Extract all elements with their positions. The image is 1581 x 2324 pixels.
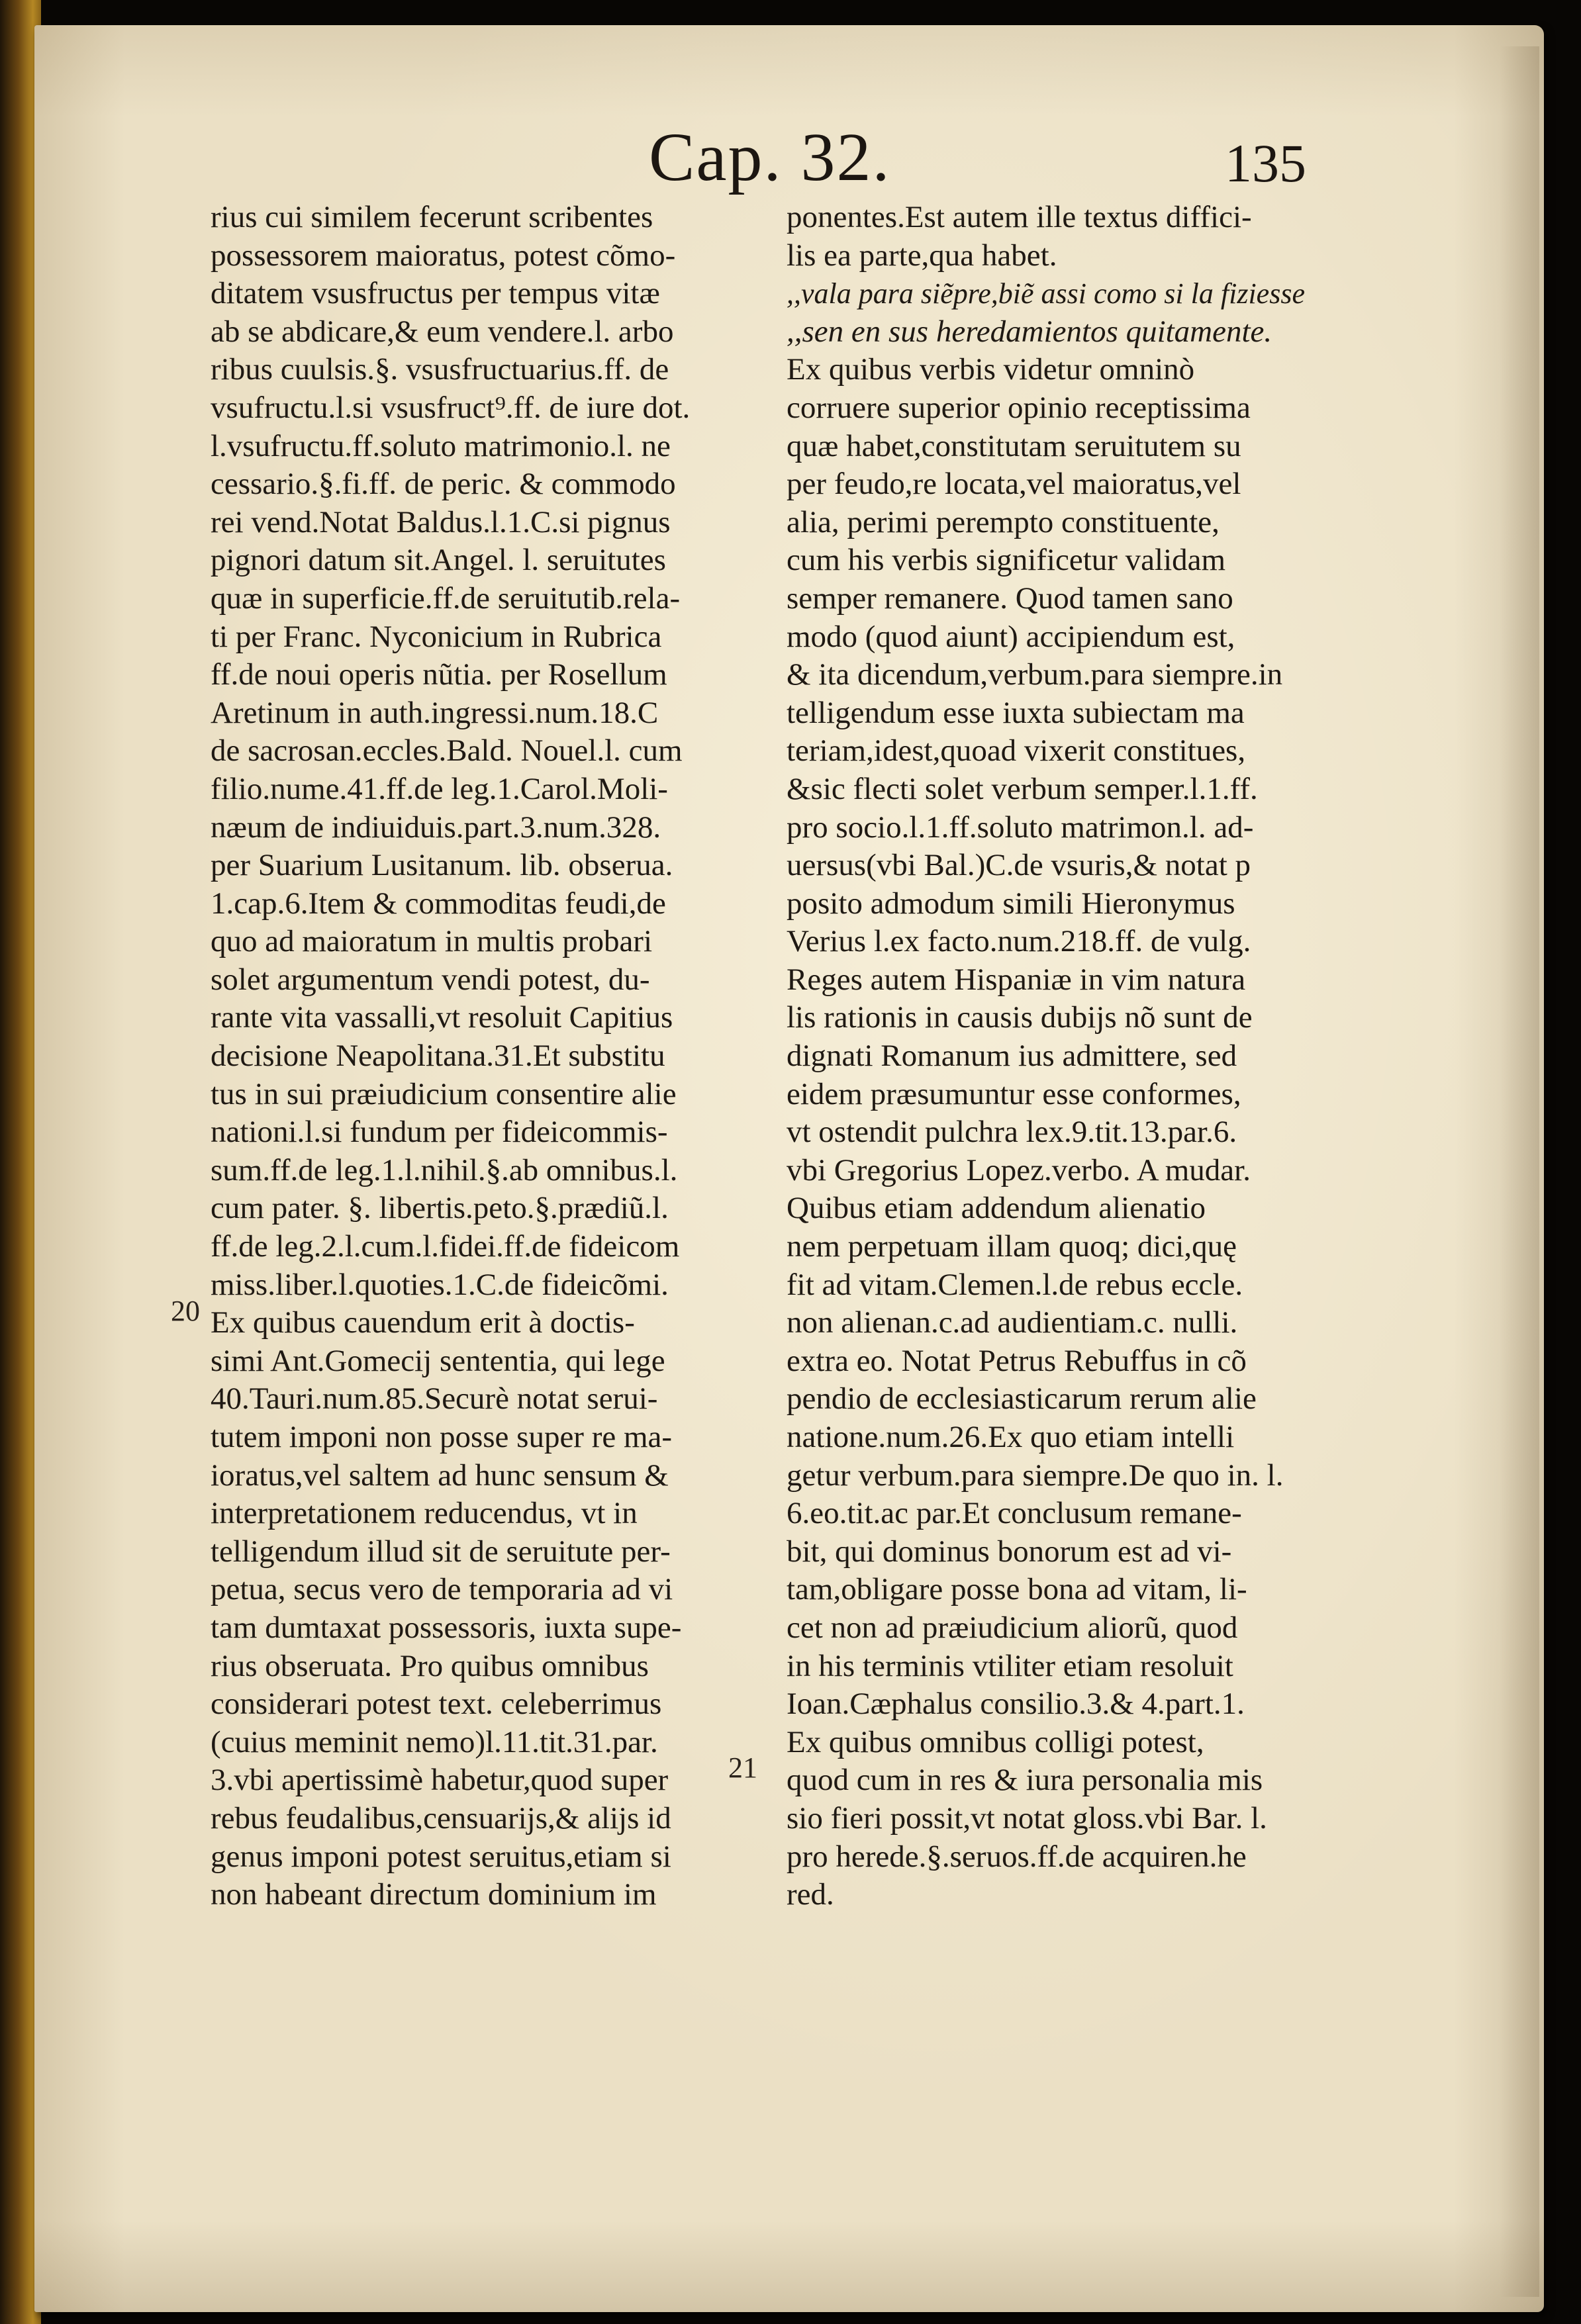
chapter-heading: Cap. 32. xyxy=(649,119,891,195)
text-line: cet non ad præiudicium aliorũ, quod xyxy=(787,1610,1238,1645)
text-line: considerari potest text. celeberrimus xyxy=(211,1687,662,1722)
text-line: nationi.l.si fundum per fideicommis- xyxy=(211,1115,668,1150)
text-line: simi Ant.Gomecij sententia, qui lege xyxy=(211,1343,665,1378)
text-line: decisione Neapolitana.31.Et substitu xyxy=(211,1039,665,1074)
text-line: telligendum esse iuxta subiectam ma xyxy=(787,695,1245,730)
text-line: eidem præsumuntur esse conformes, xyxy=(787,1076,1241,1111)
text-line: Reges autem Hispaniæ in vim natura xyxy=(787,962,1246,997)
page-edge xyxy=(1500,46,1539,2297)
text-line: bit, qui dominus bonorum est ad vi- xyxy=(787,1534,1232,1569)
text-line: non habeant directum dominium im xyxy=(211,1877,657,1912)
right-text-column xyxy=(787,199,1316,1914)
text-line: pignori datum sit.Angel. l. seruitutes xyxy=(211,543,666,578)
page-number: 135 xyxy=(1225,133,1306,193)
text-line: rius cui similem fecerunt scribentes xyxy=(211,200,653,234)
text-line: alia, perimi perempto constituente, xyxy=(787,504,1220,539)
text-line: 1.cap.6.Item & commoditas feudi,de xyxy=(211,886,666,921)
text-line: Quibus etiam addendum alienatio xyxy=(787,1191,1206,1226)
text-line: corruere superior opinio receptissima xyxy=(787,390,1251,425)
margin-number-right: 21 xyxy=(728,1751,757,1784)
text-line: filio.nume.41.ff.de leg.1.Carol.Moli- xyxy=(211,771,668,806)
text-line: ff.de noui operis nũtia. per Rosellum xyxy=(211,657,667,692)
text-line: l.vsufructu.ff.soluto matrimonio.l. ne xyxy=(211,428,671,463)
text-line: natione.num.26.Ex quo etiam intelli xyxy=(787,1420,1235,1454)
left-text-column xyxy=(211,199,734,1914)
text-line: vbi Gregorius Lopez.verbo. A mudar. xyxy=(787,1152,1251,1187)
text-line: 3.vbi apertissimè habetur,quod super xyxy=(211,1763,669,1798)
text-line: extra eo. Notat Petrus Rebuffus in cõ xyxy=(787,1343,1247,1378)
text-line: telligendum illud sit de seruitute per- xyxy=(211,1534,671,1569)
margin-number-left: 20 xyxy=(171,1295,200,1327)
text-line: in his terminis vtiliter etiam resoluit xyxy=(787,1648,1233,1683)
text-line: petua, secus vero de temporaria ad vi xyxy=(211,1572,673,1607)
text-line: posito admodum simili Hieronymus xyxy=(787,886,1235,921)
text-line: pro socio.l.1.ff.soluto matrimon.l. ad- xyxy=(787,810,1254,845)
text-line: per feudo,re locata,vel maioratus,vel xyxy=(787,467,1241,502)
text-line: ditatem vsusfructus per tempus vitæ xyxy=(211,276,660,311)
text-line: sum.ff.de leg.1.l.nihil.§.ab omnibus.l. xyxy=(211,1152,678,1187)
text-line: quod cum in res & iura personalia mis xyxy=(787,1763,1263,1798)
text-line: tam,obligare posse bona ad vitam, li- xyxy=(787,1572,1247,1607)
text-line: 40.Tauri.num.85.Securè notat serui- xyxy=(211,1381,658,1417)
text-line: Aretinum in auth.ingressi.num.18.C xyxy=(211,695,659,730)
text-line: ribus cuulsis.§. vsusfructuarius.ff. de xyxy=(211,352,669,387)
text-line: rius obseruata. Pro quibus omnibus xyxy=(211,1648,649,1683)
text-line: ,,sen en sus heredamientos quitamente. xyxy=(787,314,1272,349)
text-line: interpretationem reducendus, vt in xyxy=(211,1496,638,1531)
text-line: vt ostendit pulchra lex.9.tit.13.par.6. xyxy=(787,1115,1237,1150)
text-line: ioratus,vel saltem ad hunc sensum & xyxy=(211,1458,669,1493)
text-line: teriam,idest,quoad vixerit constitues, xyxy=(787,733,1246,768)
text-line: getur verbum.para siempre.De quo in. l. xyxy=(787,1458,1284,1493)
text-line: modo (quod aiunt) accipiendum est, xyxy=(787,619,1235,654)
text-line: &sic flecti solet verbum semper.l.1.ff. xyxy=(787,771,1258,806)
text-line: cum his verbis significetur validam xyxy=(787,543,1226,578)
text-line: ponentes.Est autem ille textus diffici- xyxy=(787,200,1252,234)
text-line: non alienan.c.ad audientiam.c. nulli. xyxy=(787,1305,1238,1340)
text-line: vsufructu.l.si vsusfruct⁹.ff. de iure dot. xyxy=(211,390,691,425)
text-line: pendio de ecclesiasticarum rerum alie xyxy=(787,1381,1257,1417)
text-line: Ex quibus omnibus colligi potest, xyxy=(787,1724,1204,1759)
text-line: lis rationis in causis dubijs nõ sunt de xyxy=(787,1000,1253,1035)
text-line: & ita dicendum,verbum.para siempre.in xyxy=(787,657,1283,692)
text-line: Ex quibus cauendum erit à doctis- xyxy=(211,1305,635,1340)
text-line: de sacrosan.eccles.Bald. Nouel.l. cum xyxy=(211,733,683,768)
text-line: ff.de leg.2.l.cum.l.fidei.ff.de fideicom xyxy=(211,1229,680,1264)
text-line: quæ habet,constitutam seruitutem su xyxy=(787,428,1241,463)
text-line: red. xyxy=(787,1877,834,1912)
text-line: cessario.§.fi.ff. de peric. & commodo xyxy=(211,467,676,502)
text-line: ,,vala para siẽpre,biẽ assi como si la fiziesse xyxy=(787,277,1305,310)
text-line: genus imponi potest seruitus,etiam si xyxy=(211,1839,671,1874)
text-line: lis ea parte,qua habet. xyxy=(787,238,1057,273)
text-line: semper remanere. Quod tamen sano xyxy=(787,581,1233,616)
text-line: per Suarium Lusitanum. lib. obserua. xyxy=(211,848,673,883)
text-line: rebus feudalibus,censuarijs,& alijs id xyxy=(211,1800,671,1836)
text-line: sio fieri possit,vt notat gloss.vbi Bar. l. xyxy=(787,1800,1267,1836)
text-line: pro herede.§.seruos.ff.de acquiren.he xyxy=(787,1839,1247,1874)
text-line: solet argumentum vendi potest, du- xyxy=(211,962,650,997)
text-line: quo ad maioratum in multis probari xyxy=(211,924,653,959)
text-line: nem perpetuam illam quoq; dici,quę xyxy=(787,1229,1237,1264)
text-line: tam dumtaxat possessoris, iuxta supe- xyxy=(211,1610,682,1645)
text-line: uersus(vbi Bal.)C.de vsuris,& notat p xyxy=(787,848,1251,883)
text-line: fit ad vitam.Clemen.l.de rebus eccle. xyxy=(787,1267,1243,1302)
text-line: Verius l.ex facto.num.218.ff. de vulg. xyxy=(787,924,1251,959)
text-line: tutem imponi non posse super re ma- xyxy=(211,1420,673,1454)
text-line: rante vita vassalli,vt resoluit Capitius xyxy=(211,1000,673,1035)
text-line: 6.eo.tit.ac par.Et conclusum remane- xyxy=(787,1496,1242,1531)
text-line: rei vend.Notat Baldus.l.1.C.si pignus xyxy=(211,504,671,539)
text-line: ti per Franc. Nyconicium in Rubrica xyxy=(211,619,662,654)
text-line: cum pater. §. libertis.peto.§.prædiũ.l. xyxy=(211,1191,669,1226)
text-line: næum de indiuiduis.part.3.num.328. xyxy=(211,810,661,845)
text-line: possessorem maioratus, potest cõmo- xyxy=(211,238,676,273)
text-line: ab se abdicare,& eum vendere.l. arbo xyxy=(211,314,674,349)
text-line: Ex quibus verbis videtur omninò xyxy=(787,352,1195,387)
text-line: Ioan.Cæphalus consilio.3.& 4.part.1. xyxy=(787,1687,1245,1722)
text-line: miss.liber.l.quoties.1.C.de fideicõmi. xyxy=(211,1267,669,1302)
text-line: dignati Romanum ius admittere, sed xyxy=(787,1039,1237,1074)
text-line: tus in sui præiudicium consentire alie xyxy=(211,1076,677,1111)
text-line: (cuius meminit nemo)l.11.tit.31.par. xyxy=(211,1724,658,1759)
text-line: quæ in superficie.ff.de seruitutib.rela- xyxy=(211,581,681,616)
